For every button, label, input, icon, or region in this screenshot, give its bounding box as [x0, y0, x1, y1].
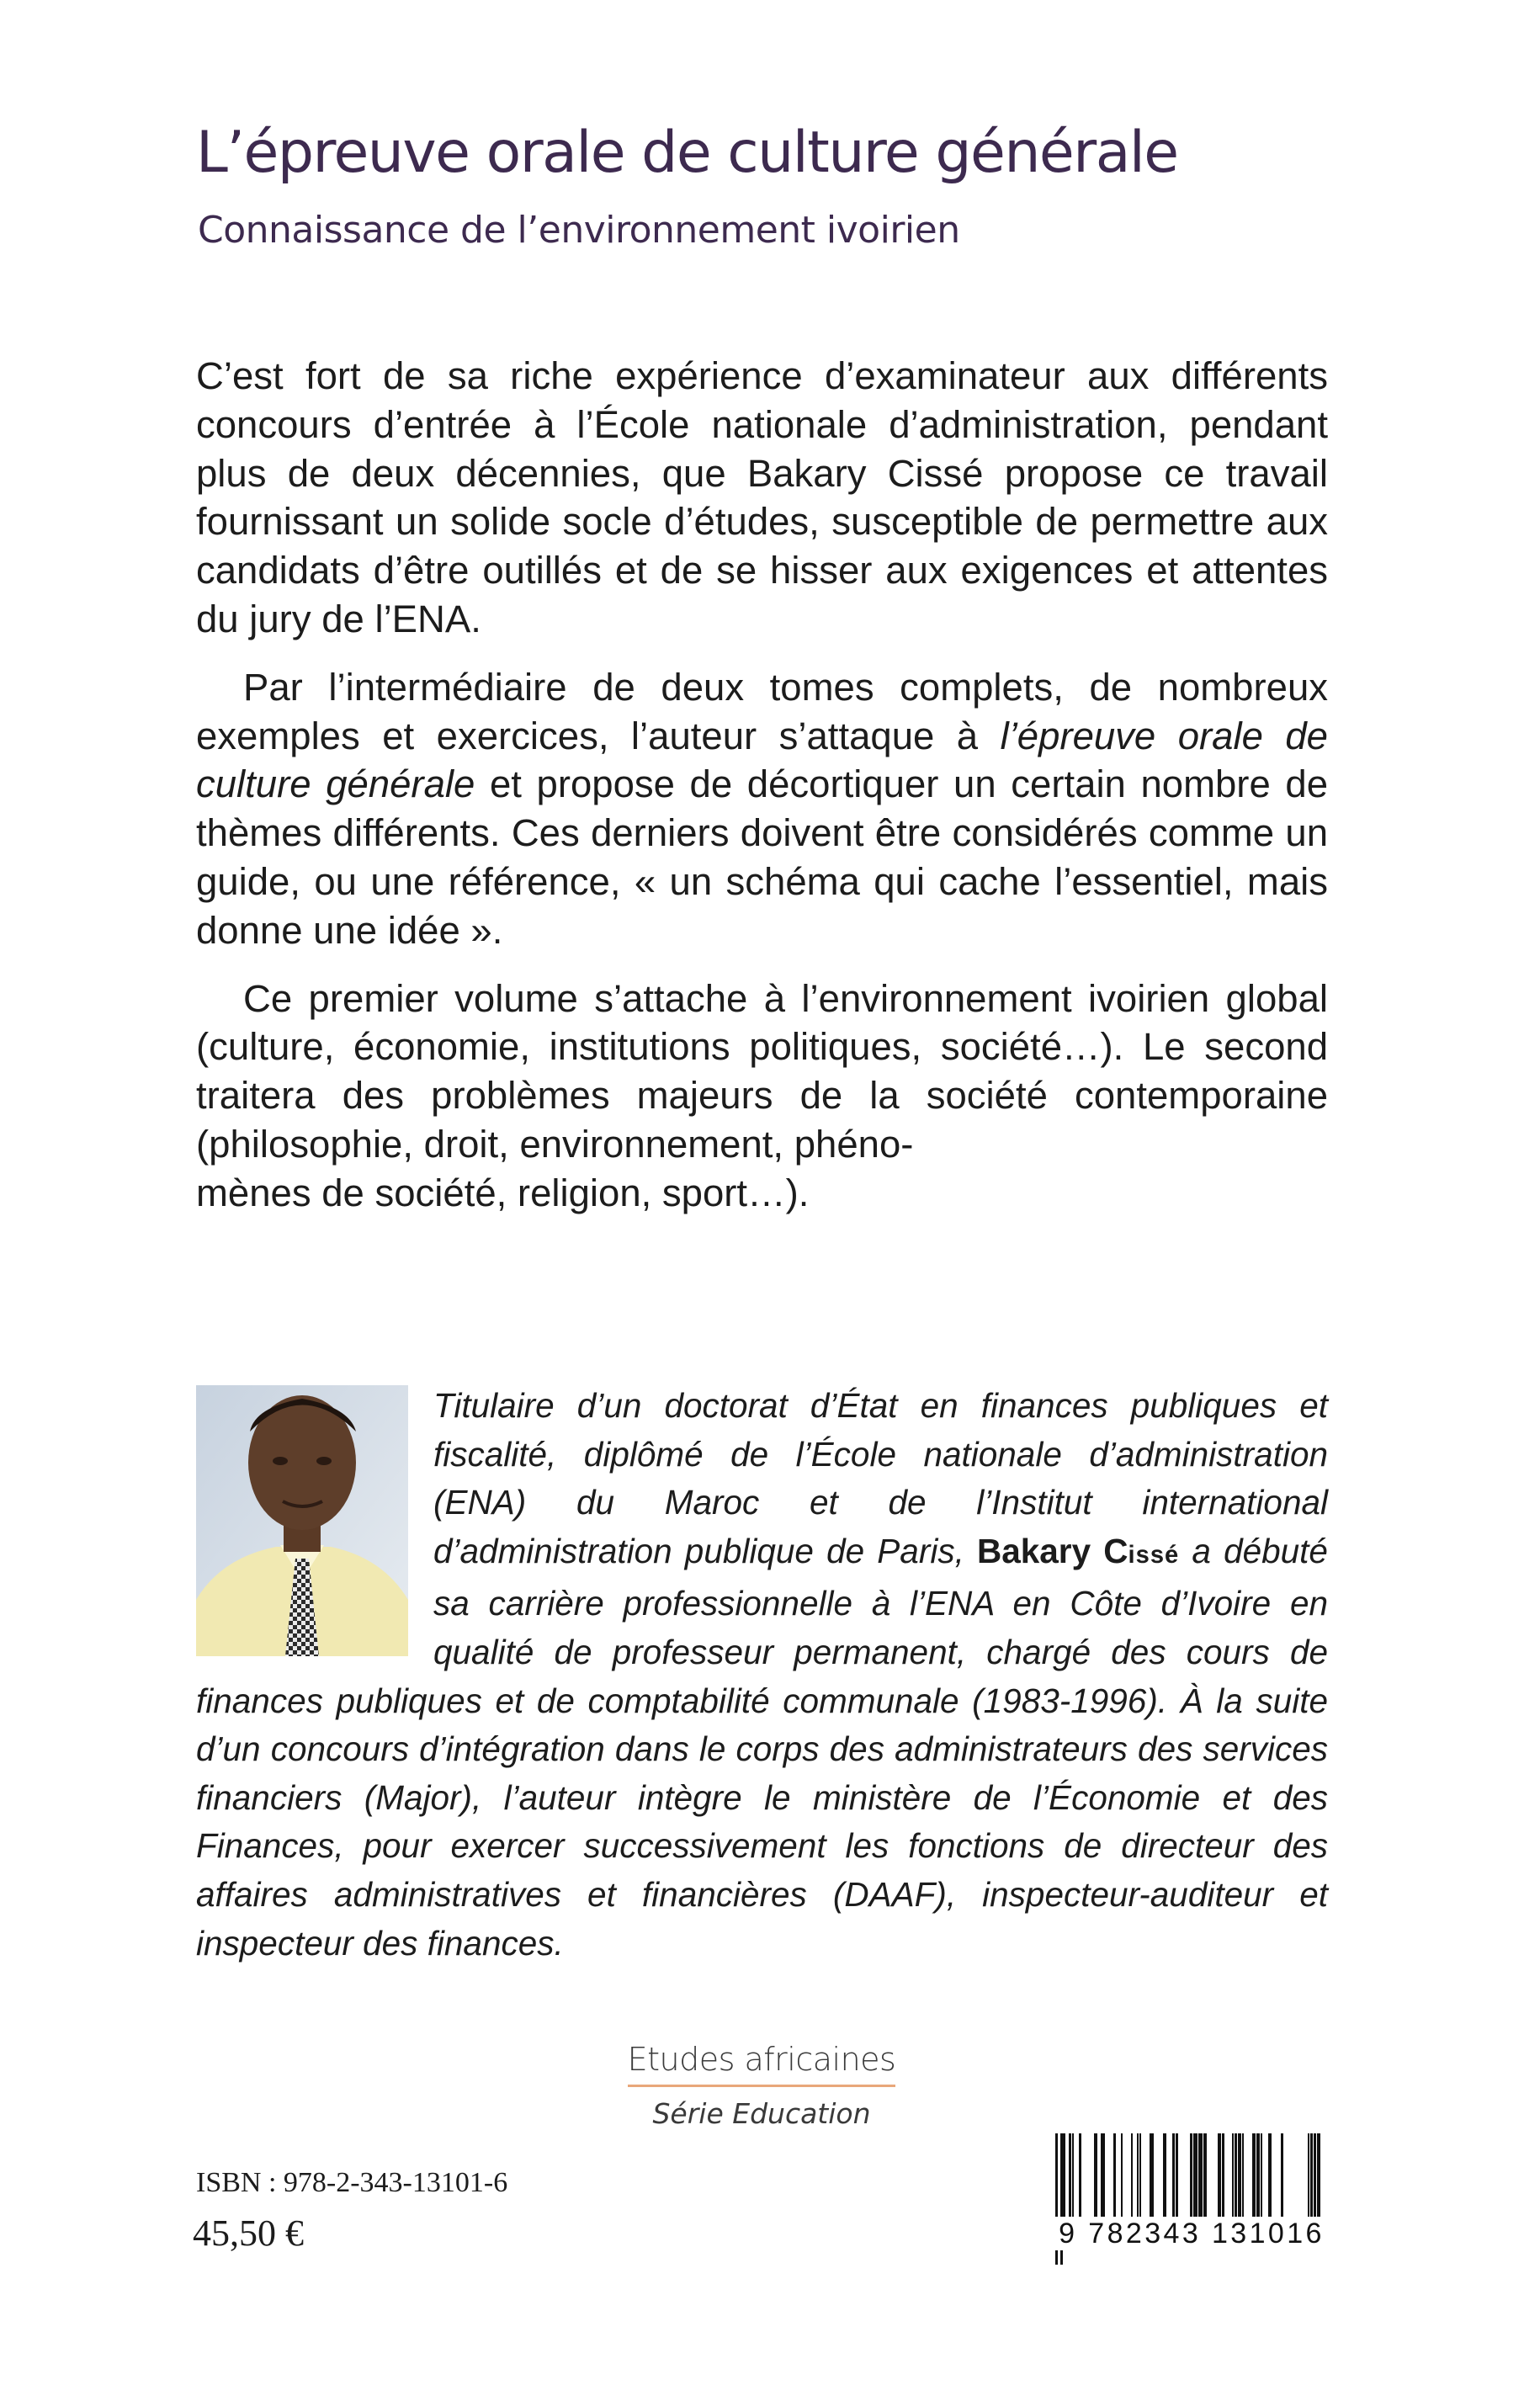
series-name: Etudes africaines	[627, 2041, 896, 2078]
barcode-bar	[1256, 2133, 1260, 2218]
barcode-bar	[1252, 2133, 1256, 2218]
barcode-bar	[1069, 2133, 1071, 2218]
barcode-bar	[1203, 2133, 1207, 2218]
isbn: ISBN : 978-2-343-13101-6	[196, 2167, 508, 2198]
bio-text-end: a débuté sa carrière professionnelle à l’ENA en Côte d’Ivoire en qualité de professeur permanent, chargé des cours de finances publiques et de comptabilité communale (1983-1996). À la suite d’un concours d’intégration dans le corps des administrateurs des services financiers (Major), l’auteur intègre le ministère de l’Économie et des Finances, pour exercer successivement les fonctions de directeur des affaires administratives et financières (DAAF), inspecteur-auditeur et inspecteur des finances.	[196, 1531, 1328, 1963]
book-subtitle: Connaissance de l’environnement ivoirien	[198, 209, 960, 252]
barcode-bar	[1131, 2133, 1133, 2218]
barcode-bar	[1193, 2133, 1197, 2218]
barcode-bar	[1198, 2133, 1203, 2218]
blurb-p2-text-end: et propose de décortiquer un certain nombre de thèmes différents. Ces derniers doivent être considérés comme un guide, ou une référence, « un schéma qui cache l’essentiel, mais donne une idée ».	[196, 762, 1328, 952]
barcode-bar	[1137, 2133, 1139, 2218]
barcode-bar	[1172, 2133, 1175, 2218]
barcode-bar	[1268, 2133, 1272, 2218]
barcode-bar	[1094, 2133, 1097, 2218]
barcode-bar	[1232, 2133, 1234, 2218]
blurb-p2-text: Par l’intermédiaire de deux tomes complets, de nombreux exemples et exercices, l’auteur s’attaque à	[196, 665, 1328, 757]
blurb-p3-text-end: de société, religion, sport…).	[321, 1171, 810, 1214]
barcode-bar	[1222, 2133, 1224, 2218]
back-cover-blurb	[196, 352, 1328, 1237]
barcode-bar	[1218, 2133, 1221, 2218]
barcode-bar	[1238, 2133, 1241, 2218]
author-photo	[196, 1385, 408, 1656]
barcode-bar	[1163, 2133, 1166, 2218]
barcode-bar	[1176, 2133, 1178, 2218]
author-last-initial: C	[1103, 1531, 1128, 1570]
barcode-bar	[1139, 2133, 1141, 2218]
barcode-bar	[1101, 2133, 1105, 2218]
barcode-bar	[1113, 2133, 1116, 2218]
author-first-name: Bakary	[976, 1531, 1091, 1570]
book-title: L’épreuve orale de culture générale	[196, 120, 1178, 186]
barcode-bar	[1314, 2133, 1316, 2218]
series-divider	[628, 2085, 895, 2087]
barcode-bar	[1310, 2133, 1313, 2218]
author-name	[977, 1532, 1179, 1570]
blurb-p3-hyphen-part-b: mènes	[196, 1171, 311, 1214]
barcode-bar	[1235, 2133, 1237, 2218]
series-logo	[623, 2041, 900, 2130]
blurb-p3-text: Ce premier volume s’attache à l’environnement ivoirien global (culture, économie, institutions politiques, société…). Le second traitera des problèmes majeurs de la société contemporaine (philosophie, droit, environnement,	[196, 976, 1328, 1166]
barcode-bar	[1190, 2133, 1192, 2218]
blurb-paragraph-2	[196, 663, 1328, 955]
barcode-bar	[1308, 2133, 1309, 2218]
barcode-bar	[1150, 2133, 1154, 2218]
blurb-p2-italic-title: l’épreuve orale de culture générale	[196, 714, 1328, 806]
author-last-rest: issé	[1128, 1541, 1180, 1569]
barcode-bar	[1079, 2133, 1081, 2218]
bio-text: Titulaire d’un doctorat d’État en finances publiques et fiscalité, diplômé de l’École nationale d’administration (ENA) du Maroc et de l’Institut international d’administration publique de Paris,	[433, 1386, 1328, 1570]
barcode-bar	[1121, 2133, 1123, 2218]
barcode-bar	[1063, 2133, 1065, 2218]
author-bio	[196, 1382, 1328, 1968]
barcode-digits: 9 782343 131016	[1052, 2217, 1331, 2250]
barcode-bar	[1261, 2133, 1262, 2218]
barcode-bar	[1242, 2133, 1244, 2218]
blurb-paragraph-1: C’est fort de sa riche expérience d’examinateur aux différents concours d’entrée à l’École nationale d’administration, pendant plus de deux décennies, que Bakary Cissé propose ce travail fournissant un solide socle d’études, susceptible de permettre aux candidats d’être outillés et de se hisser aux exigences et attentes du jury de l’ENA.	[196, 354, 1328, 640]
author-portrait-illustration	[196, 1385, 408, 1656]
barcode-bar	[1317, 2133, 1320, 2218]
barcode-bar	[1072, 2133, 1074, 2218]
price: 45,50 €	[193, 2212, 304, 2254]
series-subtitle: Série Education	[652, 2097, 871, 2130]
blurb-p3-hyphen-part-a: phéno-	[794, 1122, 914, 1166]
blurb-paragraph-3	[196, 975, 1328, 1218]
barcode-bar	[1281, 2133, 1283, 2218]
